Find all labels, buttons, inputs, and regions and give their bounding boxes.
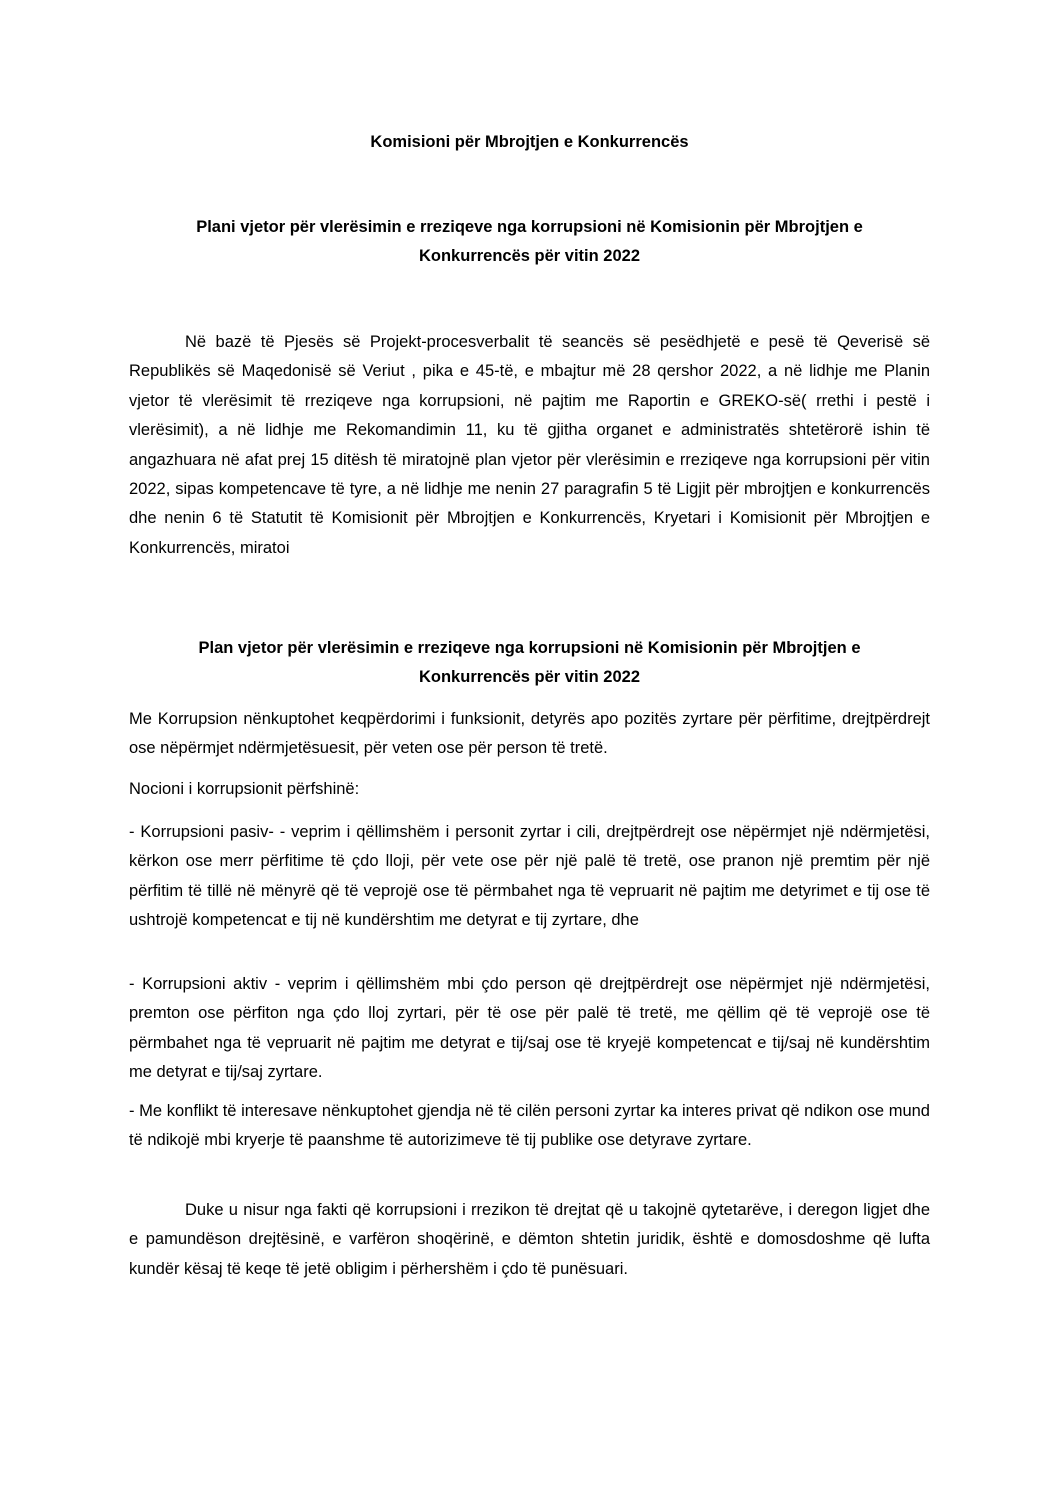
plan-heading-line-2: Konkurrencës për vitin 2022 (418, 668, 640, 686)
passive-corruption-paragraph: - Korrupsioni pasiv- - veprim i qëllimshëm i personit zyrtar i cili, drejtpërdrejt ose nëpërmjet një ndërmjetësi, kërkon ose merr përfitime të çdo lloji, për vete ose për një palë të tretë, ose pranon një premtim për një përfitim të tillë në mënyrë që të veprojë ose të përmbahet nga të vepruarit në pajtim me detyrimet e tij ose të ushtrojë kompetencat e tij në kundërshtim me detyrat e tij zyrtare, dhe (129, 823, 930, 930)
document-heading (100, 213, 959, 271)
document-heading-line-2: Konkurrencës për vitin 2022 (418, 247, 640, 265)
conflict-of-interest-paragraph: - Me konflikt të interesave nënkuptohet gjendja në të cilën personi zyrtar ka interes privat që ndikon ose mund të ndikojë mbi kryerje të paanshme të autorizimeve të tij publike ose detyrave zyrtare. (129, 1102, 930, 1150)
closing-paragraph: Duke u nisur nga fakti që korrupsioni i rrezikon të drejtat që u takojnë qytetarëve, i deregon ligjet dhe e pamundëson drejtësinë, e varfëron shoqërinë, e dëmton shtetin juridik, është e domosdoshme që lufta kundër kësaj të keqe të jetë obligim i përhershëm i çdo të punësuari. (129, 1201, 930, 1278)
active-corruption-paragraph: - Korrupsioni aktiv - veprim i qëllimshëm mbi çdo person që drejtpërdrejt ose nëpërmjet një ndërmjetësi, premton ose përfiton nga çdo lloj zyrtari, për të ose për palë të tretë, me qëllim që të veprojë ose të përmbahet nga të vepruarit në pajtim me detyrat e tij/saj ose të kryejë kompetencat e tij/saj në kundërshtim me detyrat e tij/saj zyrtare. (129, 975, 930, 1082)
intro-paragraph: Në bazë të Pjesës së Projekt-procesverbalit të seancës së pesëdhjetë e pesë të Qeverisë së Republikës së Maqedonisë së Veriut , pika e 45-të, e mbajtur më 28 qershor 2022, a në lidhje me Planin vjetor të vlerësimit të rreziqeve nga korrupsioni, në pajtim me Raportin e GREKO-së( rrethi i pestë i vlerësimit), a në lidhje me Rekomandimin 11, ku të gjitha organet e administratës shtetërorë ishin të angazhuara në afat prej 15 ditësh të miratojnë plan vjetor për vlerësimin e rreziqeve nga korrupsioni për vitin 2022, sipas kompetencave të tyre, a në lidhje me nenin 27 paragrafin 5 të Ligjit për mbrojtjen e konkurrencës dhe nenin 6 të Statutit të Komisionit për Mbrojtjen e Konkurrencës, Kryetari i Komisionit për Mbrojtjen e Konkurrencës, miratoi (129, 333, 930, 557)
notion-label: Nocioni i korrupsionit përfshinë: (129, 780, 360, 798)
plan-heading-line-1: Plan vjetor për vlerësimin e rreziqeve nga korrupsioni në Komisionin për Mbrojtjen e (198, 639, 861, 657)
document-heading-line-1: Plani vjetor për vlerësimin e rreziqeve nga korrupsioni në Komisionin për Mbrojtjen e (196, 218, 863, 236)
organization-title: Komisioni për Mbrojtjen e Konkurrencës (370, 133, 689, 151)
definition-paragraph: Me Korrupsion nënkuptohet keqpërdorimi i funksionit, detyrës apo pozitës zyrtare për përfitime, drejtpërdrejt ose nëpërmjet ndërmjetësuesit, për veten ose për person të tretë. (129, 710, 930, 758)
plan-heading (100, 634, 959, 692)
